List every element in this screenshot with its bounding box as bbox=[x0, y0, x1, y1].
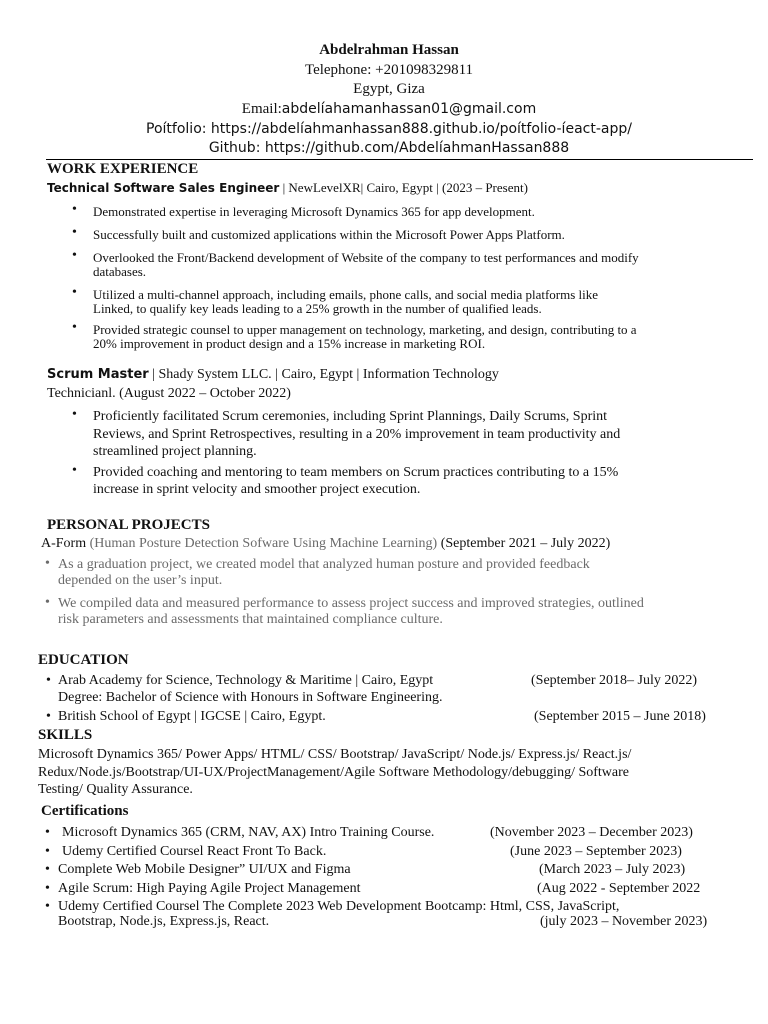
location: Egypt, Giza bbox=[353, 81, 425, 97]
project-name: A-Form bbox=[41, 536, 87, 551]
skills-heading: SKILLS bbox=[38, 727, 93, 743]
cert-item-5-cont: Bootstrap, Node.js, Express.js, React. bbox=[58, 914, 270, 929]
bullet-dot: • bbox=[45, 862, 50, 877]
bullet-dot: • bbox=[46, 709, 51, 724]
job-1-bullet-3: Overlooked the Front/Backend development of Website of the company to test performances and modify bbox=[93, 250, 639, 265]
bullet-dot: • bbox=[46, 673, 51, 688]
job-1-bullet-4: Utilized a multi-channel approach, including emails, phone calls, and social media platforms like bbox=[93, 287, 599, 302]
bullet-dot: • bbox=[72, 202, 77, 217]
cert-item-3: Complete Web Mobile Designer” UI/UX and Figma bbox=[58, 862, 351, 877]
cert-dates-4: (Aug 2022 - September 2022 bbox=[537, 881, 701, 896]
project-line bbox=[41, 535, 610, 552]
skills-line-1: Microsoft Dynamics 365/ Power Apps/ HTML/ CSS/ Bootstrap/ JavaScript/ Node.js/ Express.js/ React.js/ bbox=[38, 747, 632, 762]
education-item-1: Arab Academy for Science, Technology & Maritime | Cairo, Egypt bbox=[58, 673, 434, 688]
job-1-bullet-2: Successfully built and customized applications within the Microsoft Power Apps Platform. bbox=[93, 227, 565, 242]
job-2-line2: Technicianl. (August 2022 – October 2022) bbox=[47, 386, 291, 401]
cert-dates-2: (June 2023 – September 2023) bbox=[510, 844, 682, 859]
job-1-bullet-1: Demonstrated expertise in leveraging Microsoft Dynamics 365 for app development. bbox=[93, 204, 535, 219]
bullet-dot: • bbox=[72, 248, 77, 263]
bullet-dot: • bbox=[72, 320, 77, 335]
certifications-heading: Certifications bbox=[41, 803, 129, 819]
job-1-bullet-5-cont: 20% improvement in product design and a 15% increase in marketing ROI. bbox=[93, 336, 486, 351]
cert-item-1: Microsoft Dynamics 365 (CRM, NAV, AX) Intro Training Course. bbox=[62, 825, 435, 840]
skills-line-2: Redux/Node.js/Bootstrap/UI-UX/ProjectManagement/Agile Software Methodology/debugging/ Software bbox=[38, 765, 630, 780]
job-1-title: Technical Software Sales Engineer bbox=[47, 181, 280, 195]
job-2-bullet-1: Proficiently facilitated Scrum ceremonies, including Sprint Plannings, Daily Scrums, Sprint bbox=[93, 409, 608, 424]
portfolio-link[interactable]: Poítfolio: https://abdelíahmanhassan888.github.io/poítfolio-íeact-app/ bbox=[146, 121, 632, 137]
email-link[interactable]: abdelíahamanhassan01@gmail.com bbox=[281, 101, 537, 117]
cert-dates-5: (july 2023 – November 2023) bbox=[540, 914, 708, 929]
bullet-dot: • bbox=[72, 285, 77, 300]
cert-item-4: Agile Scrum: High Paying Agile Project Management bbox=[58, 881, 361, 896]
job-2-bullet-1-cont2: streamlined project planning. bbox=[93, 444, 257, 459]
job-1-details: | NewLevelXR| Cairo, Egypt | (2023 – Present) bbox=[279, 180, 528, 195]
job-1-bullet-3-cont: databases. bbox=[93, 264, 147, 279]
header-divider bbox=[46, 159, 753, 160]
bullet-dot: • bbox=[72, 463, 77, 478]
bullet-dot: • bbox=[72, 407, 77, 422]
project-bullet-1: As a graduation project, we created model that analyzed human posture and provided feedback bbox=[58, 557, 590, 572]
project-bullet-2-cont: risk parameters and assessments that maintained compliance culture. bbox=[58, 612, 443, 627]
cert-dates-3: (March 2023 – July 2023) bbox=[539, 862, 686, 877]
project-description: (Human Posture Detection Sofware Using Machine Learning) bbox=[89, 536, 438, 551]
job-1-bullet-5: Provided strategic counsel to upper management on technology, marketing, and design, contributing to a bbox=[93, 322, 637, 337]
bullet-dot: • bbox=[45, 881, 50, 896]
skills-line-3: Testing/ Quality Assurance. bbox=[38, 782, 193, 797]
bullet-dot: • bbox=[45, 556, 50, 571]
bullet-dot: • bbox=[45, 844, 50, 859]
github-link[interactable]: Github: https://github.com/AbdelíahmanHassan888 bbox=[208, 140, 570, 156]
project-bullet-2: We compiled data and measured performance to assess project success and improved strategies, outlined bbox=[58, 596, 644, 611]
job-1-bullet-4-cont: Linked, to qualify key leads leading to a 25% growth in the number of qualified leads. bbox=[93, 301, 542, 316]
project-dates: (September 2021 – July 2022) bbox=[440, 536, 611, 551]
bullet-dot: • bbox=[72, 225, 77, 240]
personal-projects-heading: PERSONAL PROJECTS bbox=[47, 517, 210, 533]
email-label: Email: bbox=[241, 101, 282, 117]
job-2-header bbox=[47, 367, 499, 383]
job-1-header bbox=[47, 180, 528, 196]
telephone: Telephone: +201098329811 bbox=[304, 62, 474, 78]
bullet-dot: • bbox=[45, 899, 50, 914]
candidate-name: Abdelrahman Hassan bbox=[319, 42, 459, 58]
bullet-dot: • bbox=[45, 595, 50, 610]
education-dates-2: (September 2015 – June 2018) bbox=[534, 709, 706, 724]
cert-item-5: Udemy Certified Coursel The Complete 2023 Web Development Bootcamp: Html, CSS, JavaScript, bbox=[58, 899, 620, 914]
bullet-dot: • bbox=[45, 825, 50, 840]
education-degree: Degree: Bachelor of Science with Honours in Software Engineering. bbox=[58, 690, 443, 705]
email-line bbox=[0, 101, 768, 118]
job-2-bullet-1-cont: Reviews, and Sprint Retrospectives, resulting in a 20% improvement in team productivity and bbox=[93, 427, 621, 442]
education-heading: EDUCATION bbox=[38, 652, 129, 668]
job-2-title: Scrum Master bbox=[47, 367, 149, 382]
education-item-2: British School of Egypt | IGCSE | Cairo, Egypt. bbox=[58, 709, 326, 724]
cert-dates-1: (November 2023 – December 2023) bbox=[490, 825, 693, 840]
job-2-details: | Shady System LLC. | Cairo, Egypt | Information Technology bbox=[148, 367, 499, 382]
cert-item-2: Udemy Certified Coursel React Front To Back. bbox=[62, 844, 327, 859]
job-2-bullet-2-cont: increase in sprint velocity and smoother project execution. bbox=[93, 482, 421, 497]
education-dates-1: (September 2018– July 2022) bbox=[531, 673, 698, 688]
job-2-bullet-2: Provided coaching and mentoring to team members on Scrum practices contributing to a 15% bbox=[93, 465, 619, 480]
project-bullet-1-cont: depended on the user’s input. bbox=[58, 573, 223, 588]
work-experience-heading: WORK EXPERIENCE bbox=[47, 161, 199, 177]
